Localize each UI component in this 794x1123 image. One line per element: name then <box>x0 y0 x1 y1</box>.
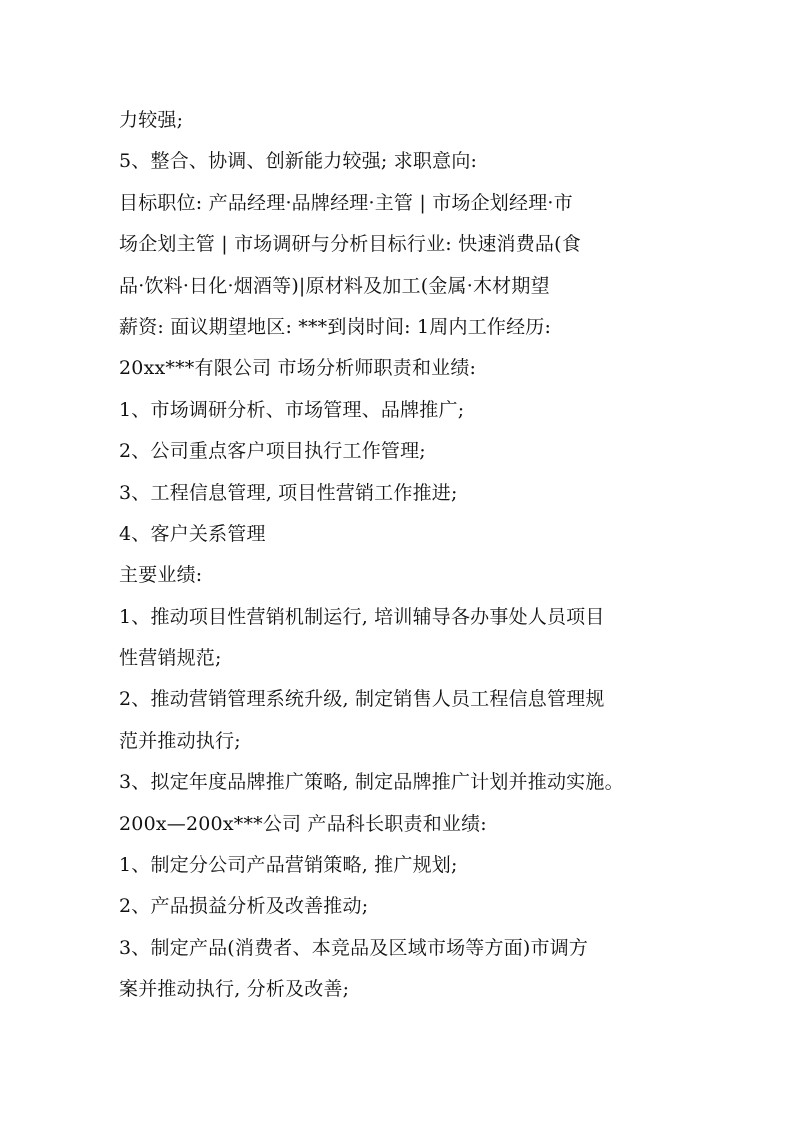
text-line: 品·饮料·日化·烟酒等)|原材料及加工(金属·木材期望 <box>119 274 550 297</box>
text-line: 200x—200x***公司 产品科长职责和业绩: <box>119 812 487 835</box>
text-line: 4、客户关系管理 <box>119 522 266 545</box>
text-line: 场企划主管 | 市场调研与分析目标行业: 快速消费品(食 <box>119 233 581 256</box>
text-line: 薪资: 面议期望地区: ***到岗时间: 1周内工作经历: <box>119 315 552 338</box>
text-line: 2、推动营销管理系统升级, 制定销售人员工程信息管理规 <box>119 688 605 711</box>
text-line: 20xx***有限公司 市场分析师职责和业绩: <box>119 357 477 380</box>
text-line: 5、整合、协调、创新能力较强; 求职意向: <box>119 150 478 173</box>
text-line: 1、推动项目性营销机制运行, 培训辅导各办事处人员项目 <box>119 605 605 628</box>
text-line: 2、产品损益分析及改善推动; <box>119 895 369 918</box>
text-line: 主要业绩: <box>119 564 203 587</box>
text-line: 性营销规范; <box>119 647 222 670</box>
text-line: 2、公司重点客户项目执行工作管理; <box>119 440 426 463</box>
text-line: 3、拟定年度品牌推广策略, 制定品牌推广计划并推动实施。 <box>119 771 624 794</box>
text-line: 案并推动执行, 分析及改善; <box>119 978 350 1001</box>
text-line: 1、市场调研分析、市场管理、品牌推广; <box>119 398 465 421</box>
text-line: 3、工程信息管理, 项目性营销工作推进; <box>119 481 458 504</box>
text-line: 目标职位: 产品经理·品牌经理·主管 | 市场企划经理·市 <box>119 191 573 214</box>
text-line: 3、制定产品(消费者、本竞品及区域市场等方面)市调方 <box>119 936 589 959</box>
text-line: 力较强; <box>119 109 184 131</box>
text-line: 范并推动执行; <box>119 729 241 752</box>
text-line: 1、制定分公司产品营销策略, 推广规划; <box>119 854 458 877</box>
